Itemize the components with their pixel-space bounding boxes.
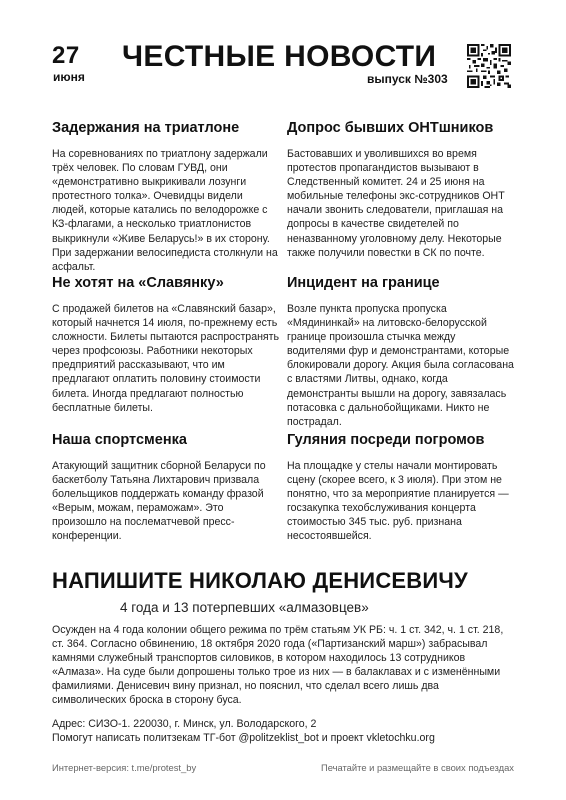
article-border xyxy=(287,274,515,429)
issue-number: выпуск №303 xyxy=(367,72,448,86)
article-title: Наша спортсменка xyxy=(52,432,187,448)
article-ont xyxy=(287,119,515,260)
article-triathlon xyxy=(52,119,280,274)
article-title: Не хотят на «Славянку» xyxy=(52,275,224,291)
footer-online-link[interactable]: Интернет-версия: t.me/protest_by xyxy=(52,762,197,773)
article-text: Атакующий защитник сборной Беларуси по баскетболу Татьяна Лихтарович призвала болельщиков поддержать команду фразой «Верым, можам, пераможам». Это произошло на послематчевой пресс-конференции. xyxy=(52,460,266,543)
article-text: С продажей билетов на «Славянский базар», который начнется 14 июля, по-прежнему есть сложности. Билеты пытаются распространять через профсоюзы. Работники некоторых предприятий рассказывают, что им предлагают оплатить половину стоимости билета. Иногда предлагают полностью бесплатные билеты. xyxy=(52,303,280,414)
article-text: Возле пункта пропуска пропуска «Мядининкай» на литовско-белорусской границе произошла стычка между водителями фур и демонстрантами, которые блокировали дорогу. Акция была согласована с властями Литвы, однако, когда демонстранты вышли на дорогу, завязалась потасовка с дальнобойщиками. Никто не пострадал. xyxy=(287,303,514,428)
article-sportswoman xyxy=(52,431,280,544)
article-text: На соревнованиях по триатлону задержали трёх человек. По словам ГУВД, они «демонстративно выкрикивали лозунги протестного толка». Очевидцы видели людей, которые катались по велодорожке с КЗ-флагами, а несколько триатлонистов выкрикнули «Живе Беларусь!» в их сторону. При задержании велосипедиста столкнули на асфальт. xyxy=(52,148,278,273)
article-title: Инцидент на границе xyxy=(287,275,440,291)
article-text: На площадке у стелы начали монтировать сцену (скорее всего, к 3 июля). При этом не понятно, что за мероприятие планируется — госзакупка техобслуживания концерта стоимостью 345 тыс. руб. признана несостоявшейся. xyxy=(287,460,509,543)
article-title: Допрос бывших ОНТшников xyxy=(287,120,494,136)
write-section-title: НАПИШИТЕ НИКОЛАЮ ДЕНИСЕВИЧУ xyxy=(52,568,468,593)
write-section-body: Осужден на 4 года колонии общего режима по трём статьям УК РБ: ч. 1 ст. 342, ч. 1 ст. 218, ст. 364. Согласно обвинению, 18 октября 2020 года («Партизанский марш») забрасывал камнями служебный транспортов силовиков, в котором находилось 13 сотрудников «Алмаза». На суде были допрошены только трое из них — в балаклавах и с изменёнными фамилиями. Денисевич вину признал, но пояснил, что сделал всего лишь два символических броска в сторону буса. xyxy=(52,624,504,707)
page-title: ЧЕСТНЫЕ НОВОСТИ xyxy=(122,40,437,73)
address-block xyxy=(52,717,514,745)
qr-code-icon[interactable] xyxy=(467,44,511,88)
article-text: Бастовавших и уволившихся во время протестов пропагандистов вызывают в Следственный комитет. 24 и 25 июня на мобильные телефоны экс-сотрудников ОНТ начали звонить следователи, приглашая на допросы в качестве свидетелей по неназванному уголовному делу. Некоторые также получили повестки в СК по почте. xyxy=(287,148,505,259)
write-section-subtitle: 4 года и 13 потерпевших «алмазовцев» xyxy=(120,600,369,615)
help-line: Помогут написать политзекам ТГ-бот @politzeklist_bot и проект vkletochku.org xyxy=(52,732,435,745)
article-slavyanka xyxy=(52,274,280,415)
article-festivities xyxy=(287,431,515,544)
footer-print-note: Печатайте и размещайте в своих подъездах xyxy=(320,762,514,773)
prison-address: Адрес: СИЗО-1. 220030, г. Минск, ул. Володарского, 2 xyxy=(52,718,317,730)
article-title: Задержания на триатлоне xyxy=(52,120,240,136)
date-month: июня xyxy=(53,70,85,84)
article-title: Гуляния посреди погромов xyxy=(287,432,485,448)
date-day: 27 xyxy=(52,42,80,69)
